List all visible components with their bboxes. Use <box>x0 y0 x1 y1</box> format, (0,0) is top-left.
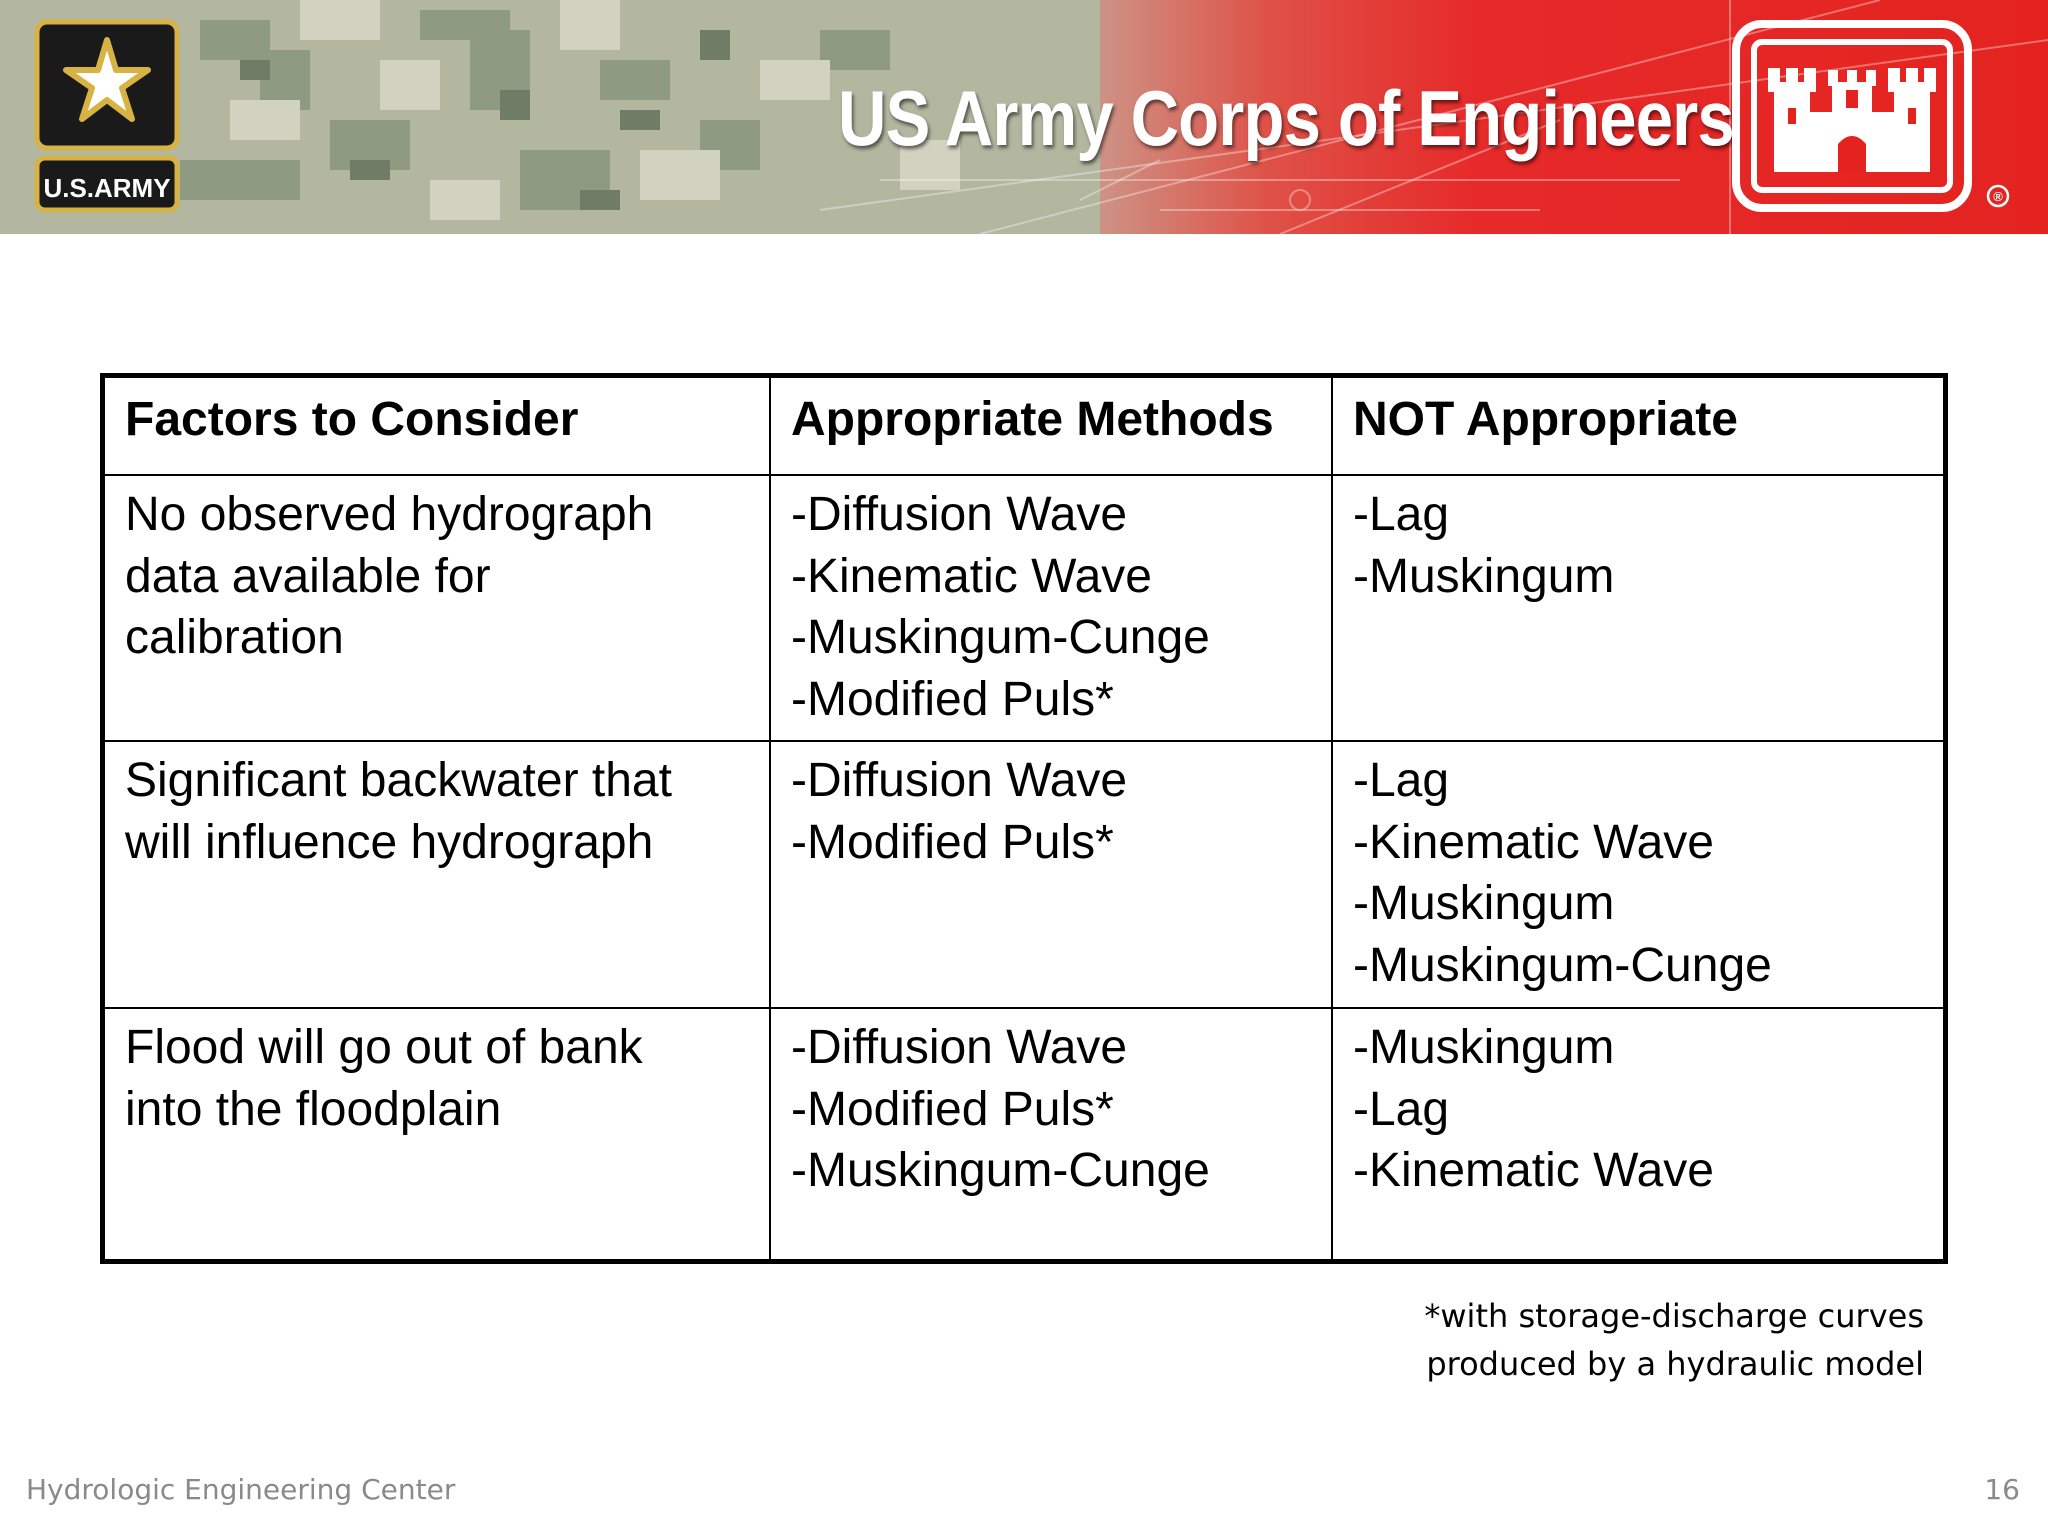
cell-line: -Diffusion Wave <box>791 488 1128 541</box>
footnote-line: produced by a hydraulic model <box>1426 1345 1924 1383</box>
factor-cell <box>105 1008 770 1261</box>
cell-line: -Diffusion Wave <box>791 754 1128 807</box>
factor-cell <box>105 475 770 741</box>
cell-line: -Modified Puls* <box>791 1082 1114 1136</box>
cell-line: -Muskingum <box>1353 1021 1615 1074</box>
cell-line: -Muskingum <box>1353 877 1615 930</box>
cell-line: -Muskingum-Cunge <box>791 611 1210 664</box>
footnote <box>1380 1292 1924 1388</box>
cell-line: -Kinematic Wave <box>1353 815 1714 869</box>
table-row <box>105 741 1943 1008</box>
cell-line: -Lag <box>1353 1082 1450 1136</box>
cell-line: -Lag <box>1353 754 1450 807</box>
header-appropriate-methods: Appropriate Methods <box>770 378 1332 475</box>
cell-line: -Kinematic Wave <box>791 549 1152 603</box>
cell-line: data available for <box>125 549 491 603</box>
army-logo-text: U.S.ARMY <box>43 173 171 203</box>
header-factors: Factors to Consider <box>105 378 770 475</box>
cell-line: Flood will go out of bank <box>125 1021 643 1074</box>
table-row <box>105 475 1943 741</box>
not-appropriate-cell <box>1332 741 1943 1008</box>
appropriate-cell <box>770 741 1332 1008</box>
cell-line: -Muskingum-Cunge <box>791 1144 1210 1197</box>
us-army-logo <box>33 18 181 216</box>
registered-mark: ® <box>1993 189 2003 204</box>
not-appropriate-cell <box>1332 1008 1943 1261</box>
header-banner <box>0 0 2048 234</box>
factor-cell <box>105 741 770 1008</box>
banner-title: US Army Corps of Engineers <box>838 74 1734 162</box>
cell-line: -Muskingum <box>1353 549 1615 603</box>
appropriate-cell <box>770 475 1332 741</box>
footnote-line: *with storage-discharge curves <box>1424 1297 1924 1335</box>
cell-line: -Lag <box>1353 488 1450 541</box>
page-number: 16 <box>1984 1473 2020 1506</box>
not-appropriate-cell <box>1332 475 1943 741</box>
cell-line: will influence hydrograph <box>125 815 654 869</box>
cell-line: into the floodplain <box>125 1082 502 1136</box>
cell-line: calibration <box>125 611 344 664</box>
table-row <box>105 1008 1943 1261</box>
cell-line: -Muskingum-Cunge <box>1353 938 1772 992</box>
cell-line: No observed hydrograph <box>125 488 654 541</box>
castle-logo <box>1728 16 2020 216</box>
table-header-row <box>105 378 1943 475</box>
cell-line: -Diffusion Wave <box>791 1021 1128 1074</box>
cell-line: -Modified Puls* <box>791 672 1114 726</box>
header-not-appropriate: NOT Appropriate <box>1332 378 1943 475</box>
routing-methods-table <box>100 373 1948 1264</box>
cell-line: Significant backwater that <box>125 754 672 807</box>
cell-line: -Kinematic Wave <box>1353 1144 1714 1197</box>
footer-organization: Hydrologic Engineering Center <box>26 1473 456 1506</box>
cell-line: -Modified Puls* <box>791 815 1114 869</box>
appropriate-cell <box>770 1008 1332 1261</box>
